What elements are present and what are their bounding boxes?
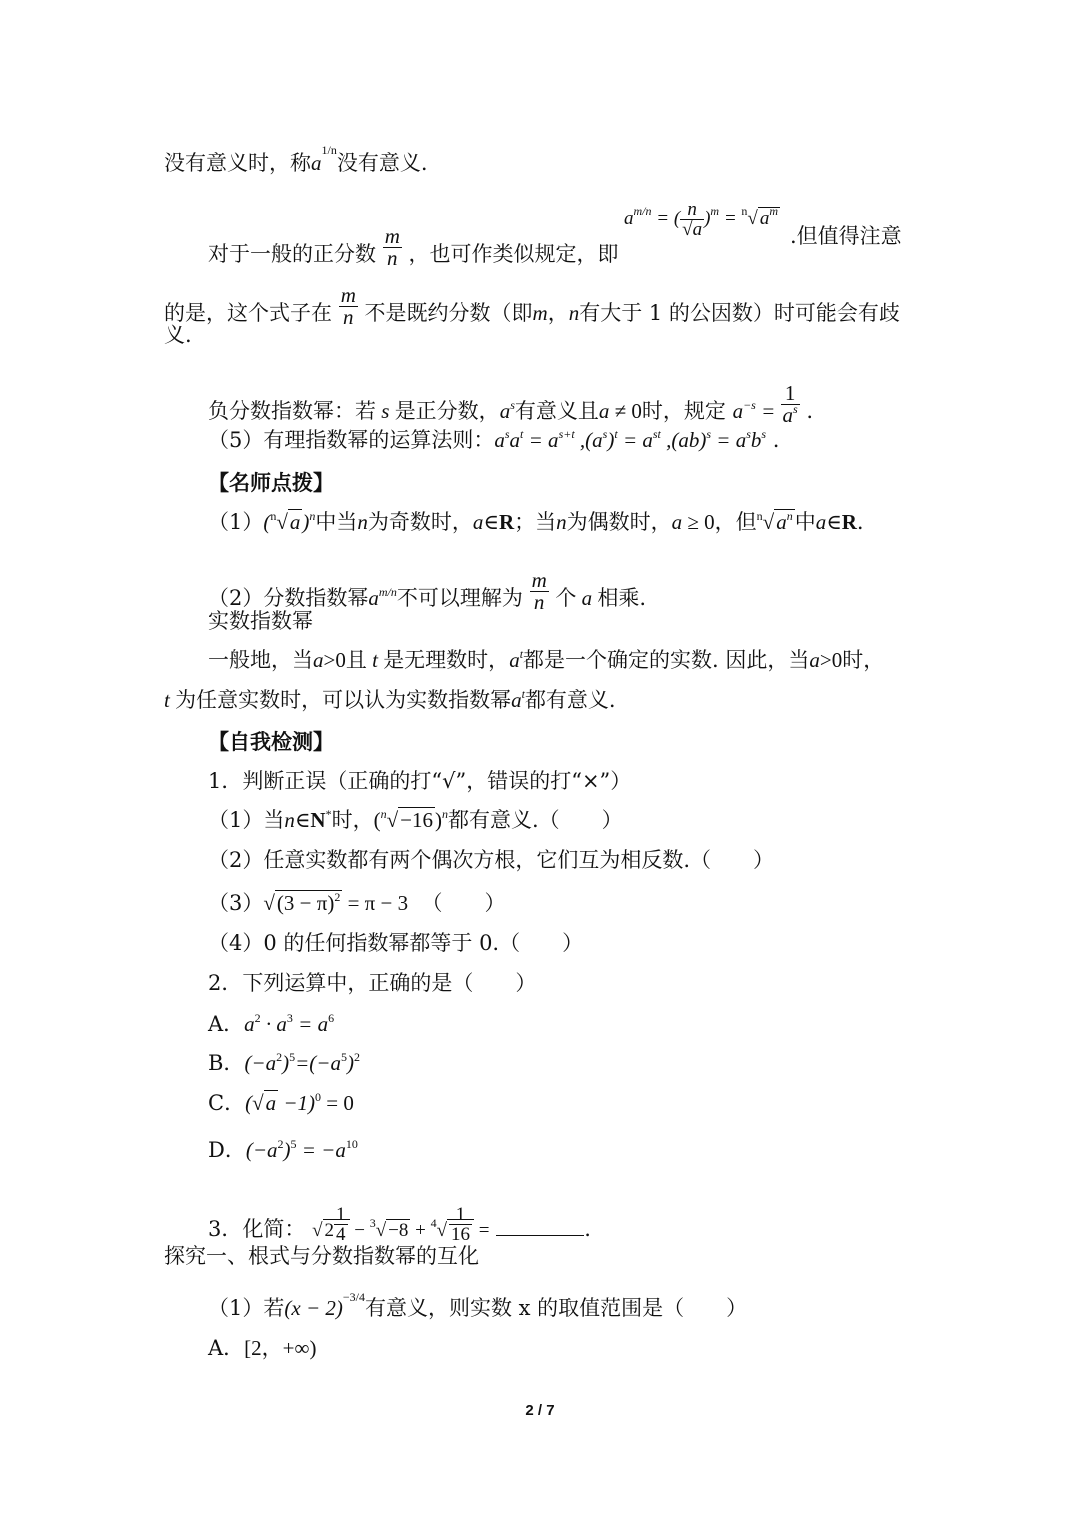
text-line: （2）分数指数幂$a^{m/n}$不可以理解为 $\frac{m}{n}$ 个 a 相乘.: [208, 568, 647, 614]
text-line: 负分数指数幂：若 s 是正分数，$a^s$有意义且a ≠ 0时，规定 $a^{-s}$ = $\frac{1}{a^s}$ .: [208, 381, 814, 427]
section-heading: 【自我检测】: [208, 729, 334, 754]
option-d: D．$(-a^2)^5 = -a^{10}$: [208, 1137, 358, 1162]
math-exp-rules: $a^sa^t = a^{s+t}$ $,(a^s)^t = a^{st}$ $,(ab)^s = a^sb^s$: [494, 427, 767, 452]
text-line: 的是，这个式子在 $\frac{m}{n}$ 不是既约分数（即m，n有大于 1 的公因数）时可能会有歧: [164, 283, 900, 329]
math-formula-a-mn: $a^{m/n}$ = ( $\frac{n}{√a}$ )$^m$ = $^n$√ $a^m$: [624, 199, 779, 240]
math-a-pow-1-over-n: $a^{1/n}$: [311, 143, 337, 175]
option-a: A．$a^2 \cdot a^3 = a^6$: [208, 1011, 335, 1036]
option-a: A．[2，+∞): [208, 1336, 317, 1360]
option-b: B．$(-a^2)^5=(-a^5)^2$: [208, 1050, 360, 1075]
answer-blank[interactable]: [496, 1217, 584, 1236]
text-line: .但值得注意: [790, 224, 902, 248]
math-simplify-expr: √ 2 $\frac{1}{4}$ − $^3$√ −8 + $^4$√ $\frac{1}{16}$ =: [312, 1204, 490, 1245]
text-line: t 为任意实数时，可以认为实数指数幂$a^t$都有意义.: [164, 687, 616, 712]
math-m-over-n: $\frac{m}{n}$: [340, 283, 356, 329]
question-item: （4）0 的任何指数幂都等于 0.（ ）: [208, 931, 584, 955]
question-item: （2）任意实数都有两个偶次方根，它们互为相反数.（ ）: [208, 848, 775, 872]
math-neg-exp: $a^{-s}$ = $\frac{1}{a^s}$: [732, 381, 798, 427]
text-line: （5）有理指数幂的运算法则：$a^sa^t = a^{s+t}$ $,(a^s)^t = a^{st}$ $,(ab)^s = a^sb^s$ .: [208, 427, 780, 452]
section-title: 实数指数幂: [208, 609, 313, 633]
question-item: （1）若$(x - 2)^{-3/4}$有意义，则实数 x 的取值范围是（ ）: [208, 1290, 748, 1320]
question-item: （1）当n∈N*时，$(^n√-16)^n$都有意义.（ ）: [208, 807, 623, 832]
text-line: $(1)(^n√a)^n$中当n为奇数时，a∈R；当n为偶数时，a ≥ 0，但$^n√a^n$中a∈R.: [208, 509, 864, 534]
text-line: 义.: [164, 323, 192, 347]
question: 3．化简： √ 2 $\frac{1}{4}$ − $^3$√ −8 + $^4$√ $\frac{1}{16}$ = .: [208, 1204, 591, 1245]
text-line: 没有意义时，称$a^{1/n}$没有意义.: [164, 143, 428, 175]
page-number: 2 / 7: [525, 1402, 555, 1419]
question: 1．判断正误（正确的打“√”，错误的打“×”）: [208, 769, 632, 793]
section-heading: 【名师点拨】: [208, 470, 334, 495]
question-item: $(3)√(3 - \pi)^2 = \pi - 3$ （ ）: [208, 890, 506, 915]
option-c: C．$(√a -1)^0 = 0$: [208, 1090, 354, 1115]
section-title: 探究一、根式与分数指数幂的互化: [164, 1244, 479, 1268]
question: 2．下列运算中，正确的是（ ）: [208, 971, 537, 995]
text-line: 一般地，当a>0且 t 是无理数时，$a^t$都是一个确定的实数. 因此，当a>0时，: [208, 647, 885, 672]
math-m-over-n: $\frac{m}{n}$: [384, 224, 400, 270]
text-line: 对于一般的正分数 $\frac{m}{n}$ ，也可作类似规定，即: [208, 224, 619, 270]
